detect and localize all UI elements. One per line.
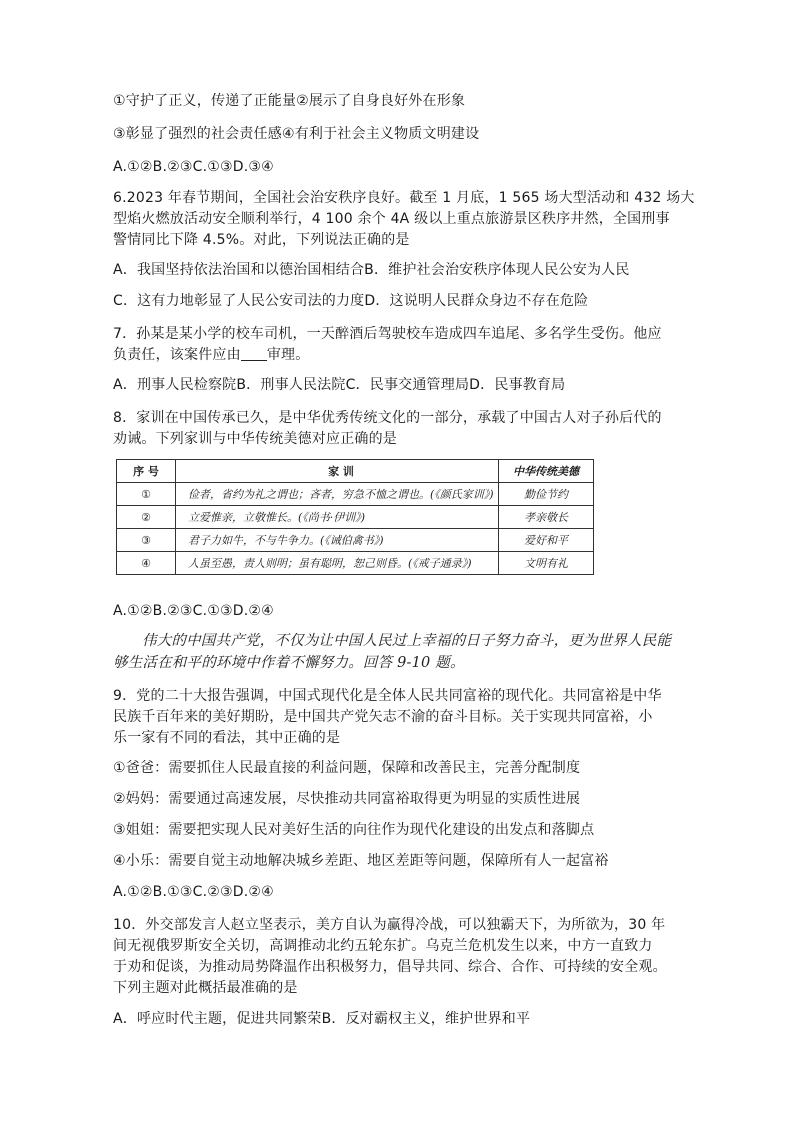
row-motto: 君子力如牛，不与牛争力。(《诫伯禽书》)	[176, 529, 499, 552]
q8-choices: A.①②B.②③C.①③D.②④	[113, 603, 274, 619]
q7-choices: A．刑事人民检察院B．刑事人民法院C．民事交通管理局D．民事教育局	[113, 377, 566, 393]
q6-stem-line-1: 6.2023 年春节期间，全国社会治安秩序良好。截至 1 月底，1 565 场大型活动和 432 场大	[113, 190, 695, 206]
q7-stem-line-1: 7．孙某是某小学的校车司机，一天醉酒后驾驶校车造成四车追尾、多名学生受伤。他应	[113, 326, 662, 342]
q9-stem-line-1: 9．党的二十大报告强调，中国式现代化是全体人民共同富裕的现代化。共同富裕是中华	[113, 688, 662, 704]
table-row	[117, 506, 594, 529]
q6-choices-line-1: A．我国坚持依法治国和以德治国相结合B．维护社会治安秩序体现人民公安为人民	[113, 262, 630, 278]
header-virtue: 中华传统美德	[499, 460, 594, 483]
row-virtue: 孝亲敬长	[499, 506, 594, 529]
q8-stem-line-2: 劝诫。下列家训与中华传统美德对应正确的是	[113, 431, 397, 447]
row-index: ②	[117, 506, 176, 529]
q10-stem-line-4: 下列主题对此概括最准确的是	[113, 980, 298, 996]
q9-option-1: ①爸爸：需要抓住人民最直接的利益问题，保障和改善民主，完善分配制度	[113, 760, 581, 776]
table-row	[117, 529, 594, 552]
answer-blank	[241, 346, 267, 361]
q7-stem-line-2-after: 审理。	[266, 347, 310, 363]
material-line-1: 伟大的中国共产党，不仅为让中国人民过上幸福的日子努力奋斗，更为世界人民能	[142, 633, 672, 649]
material-line-2: 够生活在和平的环境中作着不懈努力。回答 9-10 题。	[113, 655, 465, 671]
q10-stem-line-1: 10．外交部发言人赵立坚表示，美方自认为赢得冷战，可以独霸天下，为所欲为，30 年	[113, 917, 666, 933]
row-motto: 俭者，省约为礼之谓也；吝者，穷急不恤之谓也。(《颜氏家训》)	[176, 483, 499, 506]
header-index: 序 号	[117, 460, 176, 483]
family-motto-table	[116, 459, 594, 575]
row-motto: 立爱惟亲，立敬惟长。(《尚书·伊训》)	[176, 506, 499, 529]
table-header-row	[117, 460, 594, 483]
q6-stem-line-2: 型焰火燃放活动安全顺利举行，4 100 余个 4A 级以上重点旅游景区秩序井然，全国刑事	[113, 211, 670, 227]
q6-choices-line-2: C．这有力地彰显了人民公安司法的力度D．这说明人民群众身边不存在危险	[113, 293, 589, 309]
q8-stem-line-1: 8．家训在中国传承已久，是中华优秀传统文化的一部分，承载了中国古人对子孙后代的	[113, 410, 662, 426]
q5-option-line-2: ③彰显了强烈的社会责任感④有利于社会主义物质文明建设	[113, 126, 480, 142]
row-motto: 人虽至愚，责人则明；虽有聪明，恕己则昏。(《戒子通录》)	[176, 552, 499, 575]
q7-stem-line-2-before: 负责任，该案件应由	[113, 347, 241, 363]
q10-stem-line-3: 于劝和促谈，为推动局势降温作出积极努力，倡导共同、综合、合作、可持续的安全观。	[113, 959, 667, 975]
q9-option-4: ④小乐：需要自觉主动地解决城乡差距、地区差距等问题，保障所有人一起富裕	[113, 853, 609, 869]
q9-option-2: ②妈妈：需要通过高速发展，尽快推动共同富裕取得更为明显的实质性进展	[113, 791, 581, 807]
q9-choices: A.①②B.①③C.②③D.②④	[113, 884, 274, 900]
q7-stem-line-2	[113, 344, 309, 366]
q5-option-line-1: ①守护了正义，传递了正能量②展示了自身良好外在形象	[113, 93, 466, 109]
row-virtue: 爱好和平	[499, 529, 594, 552]
q10-choices-line-1: A．呼应时代主题，促进共同繁荣B．反对霸权主义，维护世界和平	[113, 1011, 531, 1027]
q5-choices: A.①②B.②③C.①③D.③④	[113, 159, 274, 175]
q9-stem-line-3: 乐一家有不同的看法，其中正确的是	[113, 730, 341, 746]
table-row	[117, 483, 594, 506]
row-index: ④	[117, 552, 176, 575]
table-row	[117, 552, 594, 575]
q9-stem-line-2: 民族千百年来的美好期盼，是中国共产党矢志不渝的奋斗目标。关于实现共同富裕，小	[113, 709, 653, 725]
q10-stem-line-2: 间无视俄罗斯安全关切，高调推动北约五轮东扩。乌克兰危机发生以来，中方一直致力	[113, 938, 653, 954]
row-index: ①	[117, 483, 176, 506]
q6-stem-line-3: 警情同比下降 4.5%。对此，下列说法正确的是	[113, 232, 410, 248]
q9-option-3: ③姐姐：需要把实现人民对美好生活的向往作为现代化建设的出发点和落脚点	[113, 822, 595, 838]
row-index: ③	[117, 529, 176, 552]
row-virtue: 勤俭节约	[499, 483, 594, 506]
row-virtue: 文明有礼	[499, 552, 594, 575]
header-motto: 家 训	[176, 460, 499, 483]
